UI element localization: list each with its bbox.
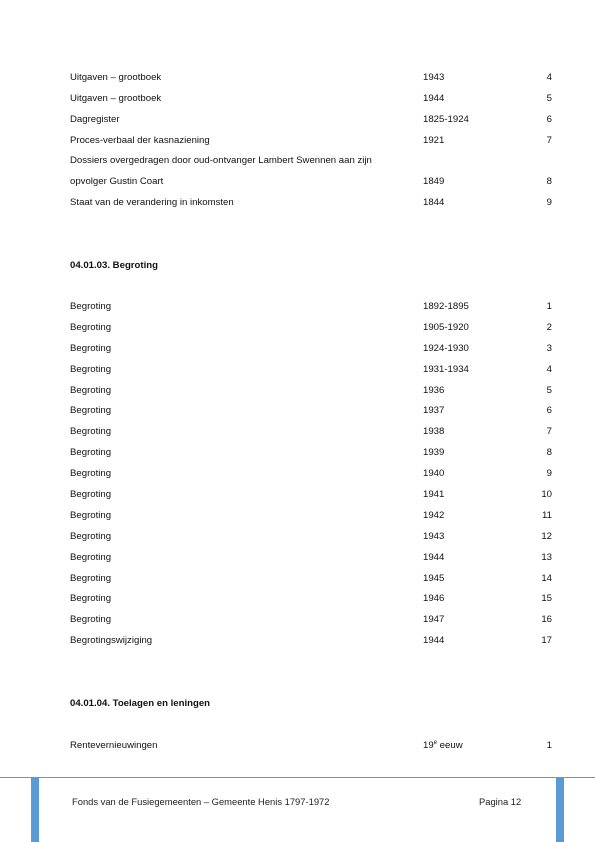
item-number: 1 (546, 301, 552, 312)
item-date: 1943 (423, 72, 445, 83)
item-description: Begroting (70, 405, 112, 416)
list-item (70, 92, 552, 106)
item-description: Begroting (70, 385, 112, 396)
item-date: 1944 (423, 635, 445, 646)
item-number: 4 (546, 72, 552, 83)
item-number: 16 (541, 614, 552, 625)
list-item (70, 154, 552, 168)
list-item (70, 175, 552, 189)
page-number: Pagina 12 (479, 796, 522, 807)
item-date: 1944 (423, 93, 445, 104)
list-item (70, 446, 552, 460)
item-date: 1924-1930 (423, 343, 469, 354)
list-item (70, 196, 552, 210)
item-number: 8 (546, 176, 552, 187)
date-rest: eeuw (437, 740, 463, 751)
item-description: Begroting (70, 552, 112, 563)
item-description: Dagregister (70, 114, 120, 125)
item-date: 1940 (423, 468, 445, 479)
list-item (70, 572, 552, 586)
item-date: 1944 (423, 552, 445, 563)
item-date: 1849 (423, 176, 445, 187)
footer-right-bar (556, 778, 564, 842)
item-number: 14 (541, 573, 552, 584)
item-number: 1 (546, 740, 552, 751)
list-item (70, 321, 552, 335)
item-number: 5 (546, 385, 552, 396)
item-description: Begroting (70, 468, 112, 479)
list-item (70, 467, 552, 481)
item-number: 9 (546, 468, 552, 479)
item-date (423, 739, 463, 753)
item-description: Uitgaven – grootboek (70, 72, 162, 83)
item-description: Begroting (70, 322, 112, 333)
list-item (70, 113, 552, 127)
list-item (70, 509, 552, 523)
item-description: Begroting (70, 426, 112, 437)
item-date: 1943 (423, 531, 445, 542)
list-item (70, 592, 552, 606)
list-item (70, 384, 552, 398)
list-item (70, 425, 552, 439)
item-description: Begroting (70, 301, 112, 312)
list-item (70, 530, 552, 544)
item-number: 15 (541, 593, 552, 604)
list-item (70, 134, 552, 148)
item-description: Begroting (70, 614, 112, 625)
item-date: 1905-1920 (423, 322, 469, 333)
footer-title: Fonds van de Fusiegemeenten – Gemeente Henis 1797-1972 (72, 796, 330, 807)
item-description: Begroting (70, 489, 112, 500)
list-item (70, 342, 552, 356)
item-description: Begroting (70, 531, 112, 542)
item-date: 1941 (423, 489, 445, 500)
item-number: 13 (541, 552, 552, 563)
item-number: 4 (546, 364, 552, 375)
section-heading: 04.01.03. Begroting (70, 260, 158, 271)
list-item (70, 488, 552, 502)
item-description: Dossiers overgedragen door oud-ontvanger Lambert Swennen aan zijn (70, 155, 372, 166)
list-item (70, 71, 552, 85)
item-number: 12 (541, 531, 552, 542)
date-superscript: e (433, 740, 438, 746)
item-date: 1945 (423, 573, 445, 584)
item-description: opvolger Gustin Coart (70, 176, 164, 187)
item-description: Begroting (70, 573, 112, 584)
item-date: 1939 (423, 447, 445, 458)
item-description: Proces-verbaal der kasnaziening (70, 135, 210, 146)
footer-left-bar (31, 778, 39, 842)
item-description: Begroting (70, 593, 112, 604)
item-description: Staat van de verandering in inkomsten (70, 197, 234, 208)
item-number: 10 (541, 489, 552, 500)
item-number: 8 (546, 447, 552, 458)
item-number: 7 (546, 135, 552, 146)
item-description: Begroting (70, 510, 112, 521)
item-number: 6 (546, 114, 552, 125)
list-item (70, 551, 552, 565)
item-date: 1931-1934 (423, 364, 469, 375)
item-date: 1844 (423, 197, 445, 208)
item-date: 1936 (423, 385, 445, 396)
list-item (70, 634, 552, 648)
list-item (70, 404, 552, 418)
item-date: 1942 (423, 510, 445, 521)
item-number: 7 (546, 426, 552, 437)
item-date: 1946 (423, 593, 445, 604)
item-number: 5 (546, 93, 552, 104)
item-description: Begrotingswijziging (70, 635, 153, 646)
item-description: Uitgaven – grootboek (70, 93, 162, 104)
item-number: 2 (546, 322, 552, 333)
date-main: 19 (423, 740, 434, 751)
list-item (70, 739, 552, 753)
list-item (70, 363, 552, 377)
item-number: 17 (541, 635, 552, 646)
footer-divider (0, 777, 595, 778)
item-number: 9 (546, 197, 552, 208)
item-description: Begroting (70, 447, 112, 458)
item-date: 1947 (423, 614, 445, 625)
item-number: 11 (542, 510, 552, 521)
list-item (70, 613, 552, 627)
item-number: 3 (546, 343, 552, 354)
section-heading: 04.01.04. Toelagen en leningen (70, 698, 211, 709)
item-date: 1937 (423, 405, 445, 416)
item-description: Begroting (70, 364, 112, 375)
item-date: 1892-1895 (423, 301, 469, 312)
item-date: 1825-1924 (423, 114, 469, 125)
item-date: 1938 (423, 426, 445, 437)
item-description: Rentevernieuwingen (70, 740, 158, 751)
list-item (70, 300, 552, 314)
item-date: 1921 (423, 135, 445, 146)
item-number: 6 (546, 405, 552, 416)
item-description: Begroting (70, 343, 112, 354)
